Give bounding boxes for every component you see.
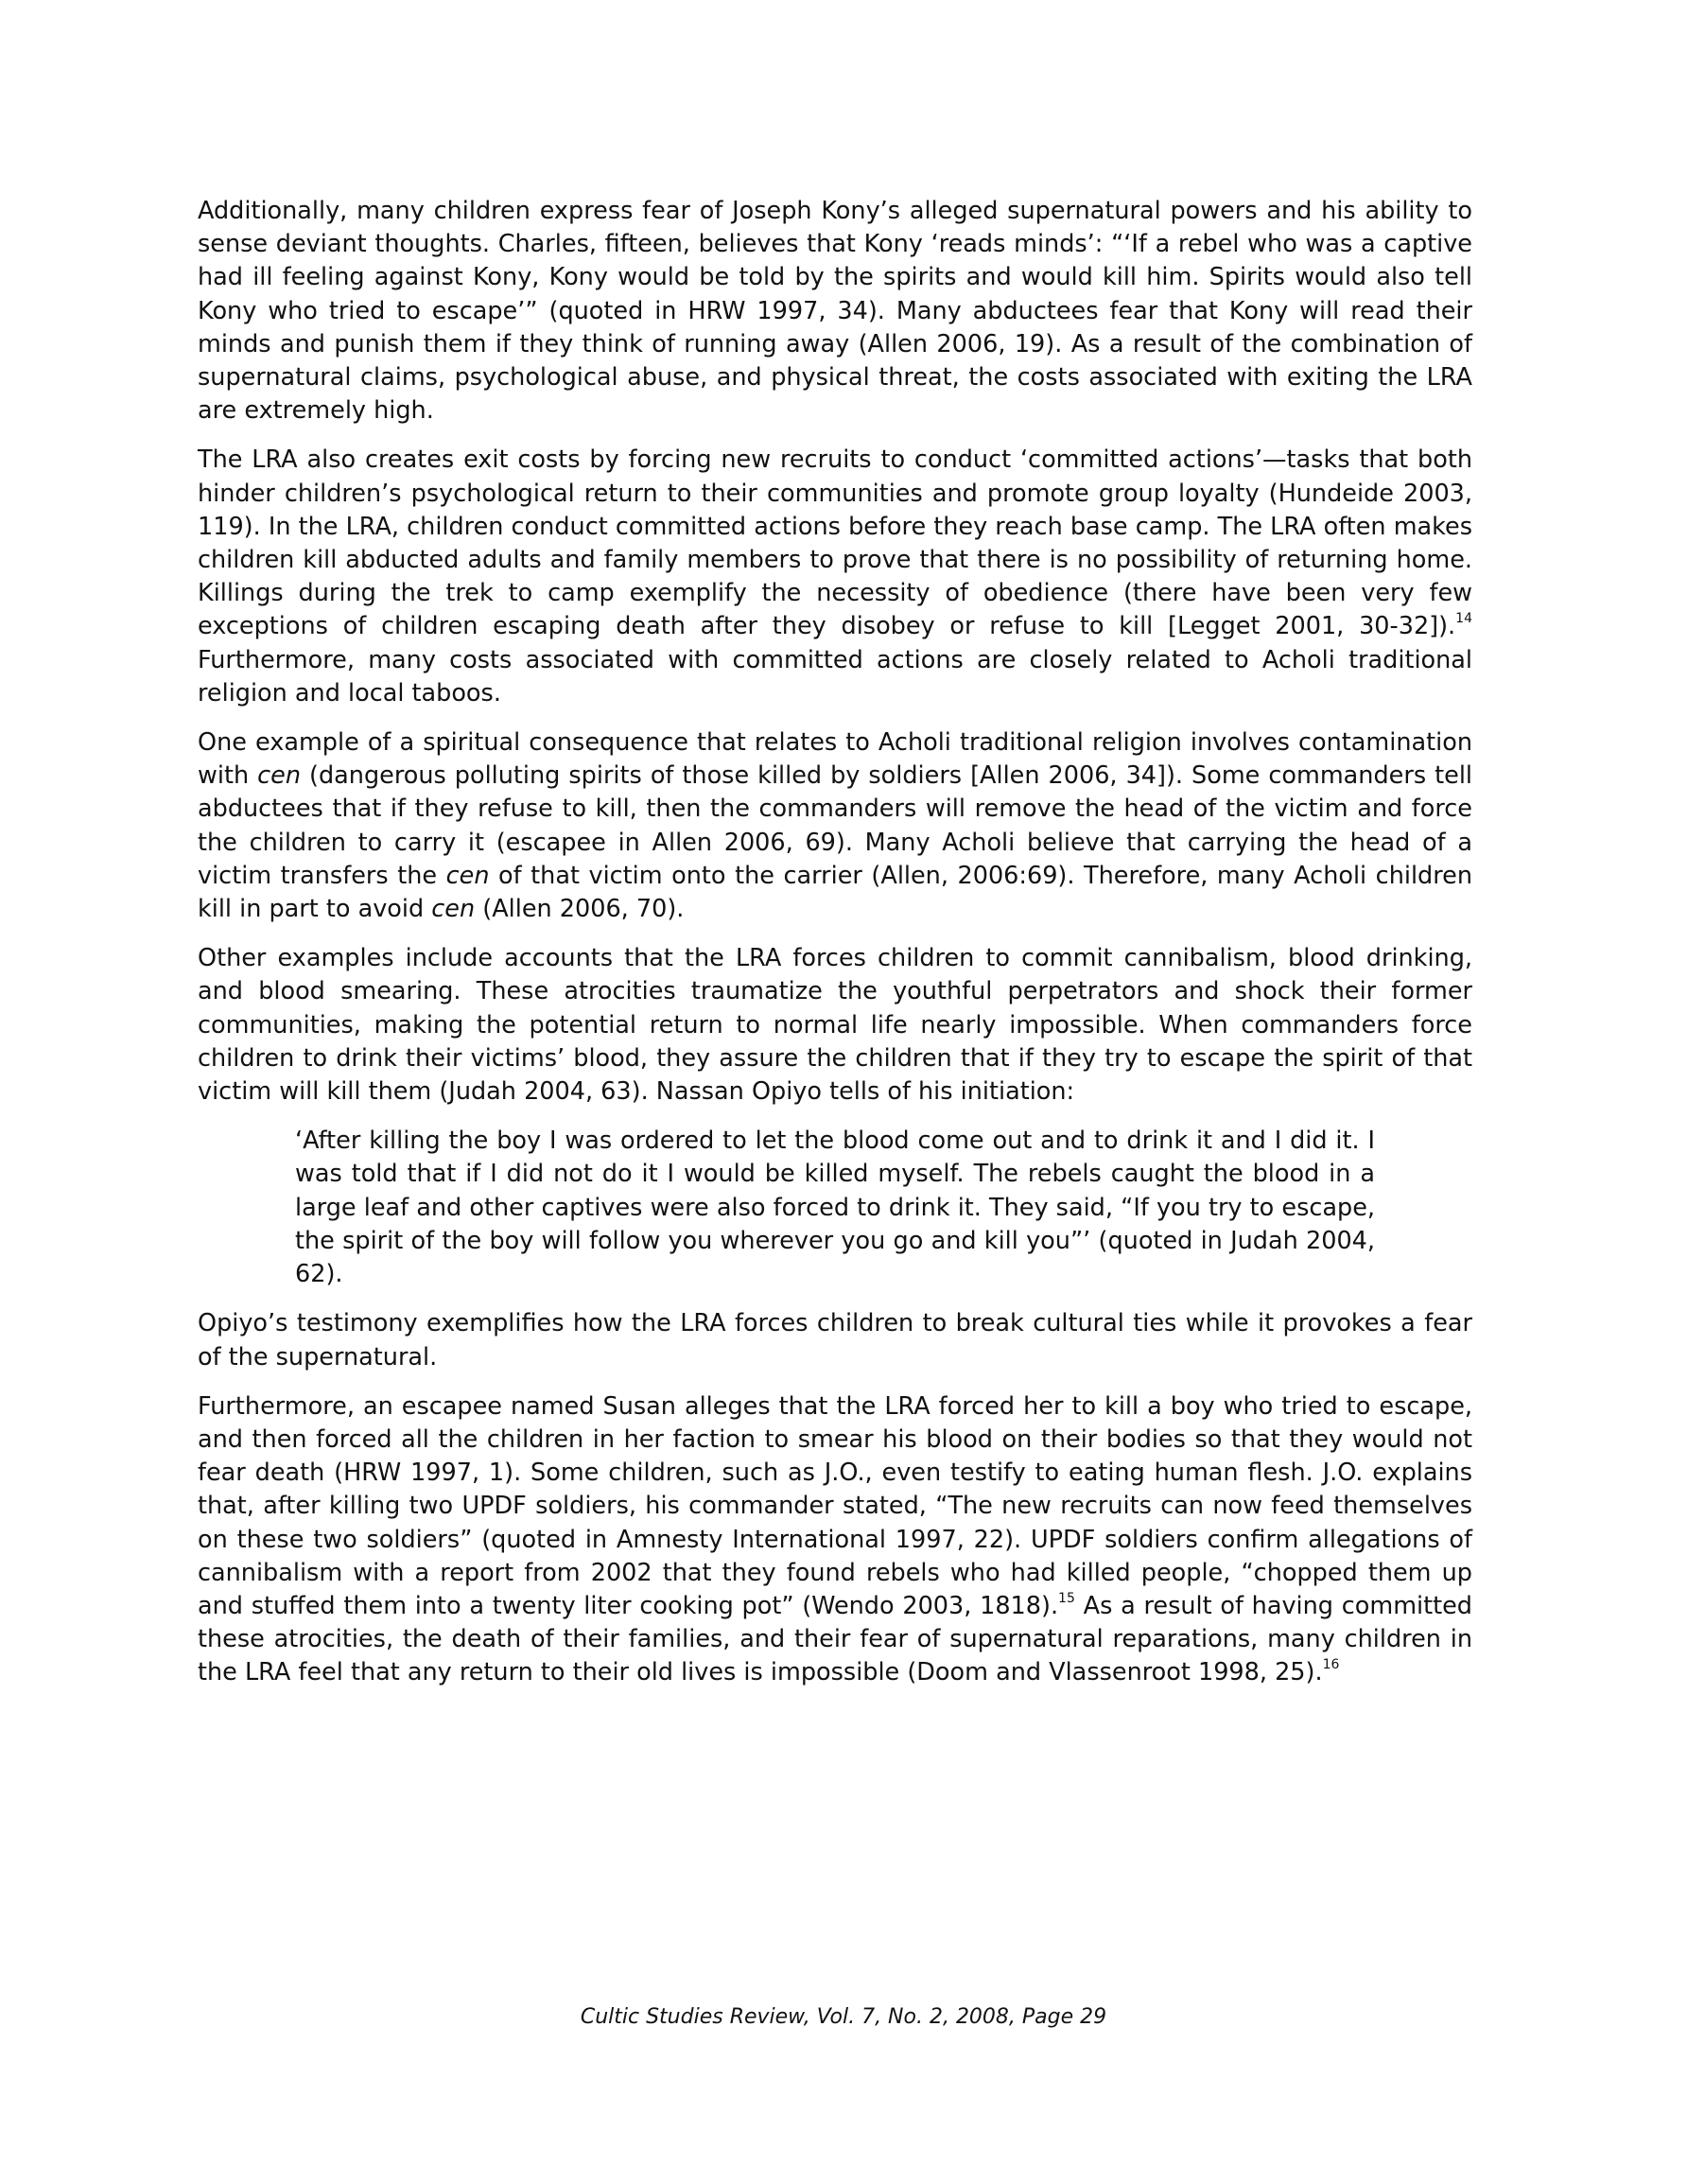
paragraph-other-examples [198,942,1472,1109]
italic-term: cen [445,861,490,890]
quote-text: ‘After killing the boy I was ordered to let the blood come out and to drink it and I did it. I was told that if I did not do it I would be killed myself. The rebels caught the blood in a large leaf and other captives were also forced to drink it. They said, “If you try to escape, the spirit of the boy will follow you wherever you go and kill you”’ (quoted in Judah 2004, 62). [295,1127,1375,1289]
paragraph-text: (Allen 2006, 70). [475,895,685,924]
paragraph-opiyo-testimony [198,1307,1472,1373]
page-footer: Cultic Studies Review, Vol. 7, No. 2, 2008, Page 29 [580,2005,1107,2029]
paragraph-text: Opiyo’s testimony exemplifies how the LRA forces children to break cultural ties while it provokes a fear of the supernatural. [198,1309,1472,1372]
paragraph-text: Furthermore, an escapee named Susan alleges that the LRA forced her to kill a boy who tried to escape, and then forced all the children in her faction to smear his blood on their bodies so that they would not fear death (HRW 1997, 1). Some children, such as J.O., even testify to eating human flesh. J.O. explains that, after killing two UPDF soldiers, his commander stated, “The new recruits can now feed themselves on these two soldiers” (quoted in Amnesty International 1997, 22). UPDF soldiers confirm allegations of cannibalism with a report from 2002 that they found rebels who had killed people, “chopped them up and stuffed them into a twenty liter cooking pot” (Wendo 2003, 1818). [198,1391,1472,1620]
footnote-ref-14[interactable]: 14 [1455,611,1472,627]
blockquote-opiyo [198,1125,1472,1291]
paragraph-text: Additionally, many children express fear of Joseph Kony’s alleged supernatural powers and his ability to sense deviant thoughts. Charles, fifteen, believes that Kony ‘reads minds’: “‘If a rebel who was a captive had ill feeling against Kony, Kony would be told by the spirits and would kill him. Spirits would also tell Kony who tried to escape’” (quoted in HRW 1997, 34). Many abductees fear that Kony will read their minds and punish them if they think of running away (Allen 2006, 19). As a result of the combination of supernatural claims, psychological abuse, and physical threat, the costs associated with exiting the LRA are extremely high. [198,197,1472,426]
footnote-ref-15[interactable]: 15 [1058,1590,1075,1606]
paragraph-text: One example of a spiritual consequence that relates to Acholi traditional religion involves contamination with [198,728,1472,791]
paragraph-susan [198,1390,1472,1690]
paragraph-text: As a result of having committed these atrocities, the death of their families, and their fear of supernatural reparations, many children in the LRA feel that any return to their old lives is impossible (Doom and Vlassenroot 1998, 25). [198,1591,1472,1687]
paragraph-committed-actions [198,444,1472,710]
italic-term: cen [431,895,476,924]
italic-term: cen [257,761,301,791]
document-body [198,195,1472,1706]
paragraph-kony-supernatural [198,195,1472,428]
paragraph-text: Furthermore, many costs associated with committed actions are closely related to Acholi traditional religion and local taboos. [198,645,1472,708]
paragraph-text: (dangerous polluting spirits of those killed by soldiers [Allen 2006, 34]). Some commanders tell abductees that if they refuse to kill, then the commanders will remove the head of the victim and force the children to carry it (escapee in Allen 2006, 69). Many Acholi believe that carrying the head of a victim transfers the [198,761,1472,890]
paragraph-text: of that victim onto the carrier (Allen, 2006:69). Therefore, many Acholi children kill in part to avoid [198,861,1472,924]
paragraph-cen [198,726,1472,926]
footnote-ref-16[interactable]: 16 [1322,1657,1340,1673]
paragraph-text: The LRA also creates exit costs by forcing new recruits to conduct ‘committed actions’—tasks that both hinder children’s psychological return to their communities and promote group loyalty (Hundeide 2003, 119). In the LRA, children conduct committed actions before they reach base camp. The LRA often makes children kill abducted adults and family members to prove that there is no possibility of returning home. Killings during the trek to camp exemplify the necessity of obedience (there have been very few exceptions of children escaping death after they disobey or refuse to kill [Legget 2001, 30-32]). [198,446,1472,641]
paragraph-text: Other examples include accounts that the LRA forces children to commit cannibalism, blood drinking, and blood smearing. These atrocities traumatize the youthful perpetrators and shock their former communities, making the potential return to normal life nearly impossible. When commanders force children to drink their victims’ blood, they assure the children that if they try to escape the spirit of that victim will kill them (Judah 2004, 63). Nassan Opiyo tells of his initiation: [198,944,1472,1107]
